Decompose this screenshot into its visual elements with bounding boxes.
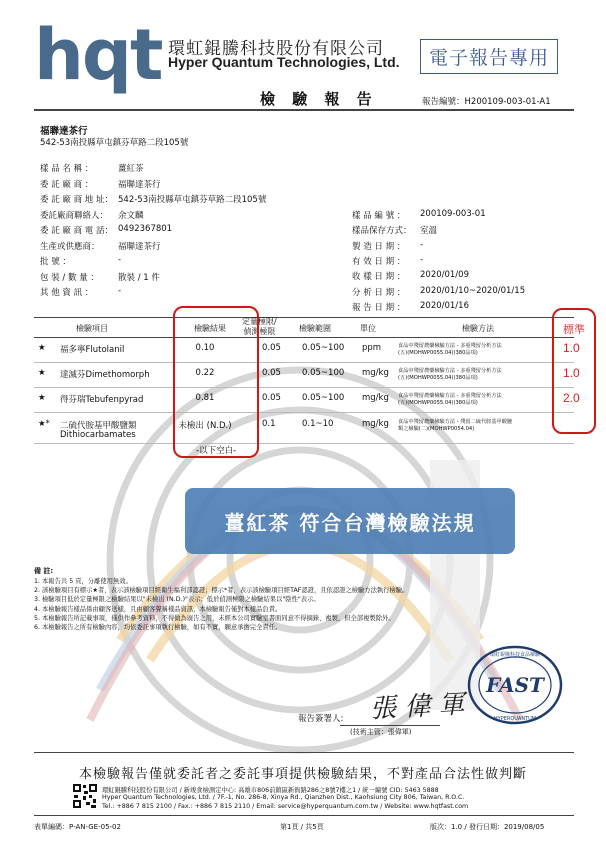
row-mark: ★ [38, 343, 46, 353]
row-method: 食品中殘留農藥檢驗方法 - 多重殘留分析方法 [398, 368, 502, 374]
row-item-name: 二硫代胺基甲酸鹽類 [60, 421, 137, 431]
field-label: 委 託 廠 商 地 址： [40, 195, 114, 205]
row-lod: 0.1 [262, 419, 276, 429]
field-value: 福聯達茶行 [118, 241, 161, 252]
field-label: 委託廠商聯絡人： [40, 210, 109, 221]
result-highlight-box [173, 306, 259, 458]
company-name-en: Hyper Quantum Technologies, Ltd. [168, 54, 400, 70]
field-value: 散裝 / 1 件 [118, 272, 160, 283]
col-header-item: 檢驗項目 [76, 324, 108, 333]
row-item-name-en: Dithiocarbamates [60, 430, 136, 440]
row-item-name: 福多寧Flutolanil [60, 345, 125, 355]
note-line: 2. 該檢驗項目有標示★者，表示該檢驗項目經衛生福利部認證；標示*者，表示該檢驗項目經TAF認證，且依認證之檢驗方法執行檢驗。 [34, 587, 409, 595]
row-result: 0.81 [195, 393, 215, 403]
row-mark: ★ [38, 368, 46, 378]
signature-line [340, 725, 440, 726]
field-label: 生產或供應商： [40, 241, 100, 252]
handwritten-signature: 張 偉 軍 [369, 689, 466, 725]
row-unit: ppm [362, 343, 382, 353]
row-method-code: 類之檢驗(二)(MOHWP0054.04) [398, 426, 475, 432]
col-header-lod: 定量極限/ 偵測極限 [242, 317, 277, 336]
blank-below-marker: -以下空白- [196, 446, 237, 456]
field-value: 0492367801 [118, 224, 173, 234]
note-line: 1. 本報告共 5 頁，分離使用無效。 [34, 578, 132, 585]
row-method-code: (五)(MOHWP0055.04)(380品項) [398, 400, 478, 406]
row-mark: ★* [38, 419, 50, 429]
field-label-right: 製 造 日 期 ： [352, 241, 406, 252]
report-title: 檢 驗 報 告 [260, 90, 378, 108]
field-value: - [118, 255, 122, 265]
row-method: 食品中殘留農藥檢驗方法 - 多重殘留分析方法 [398, 393, 502, 399]
row-method-code: (五)(MOHWP0055.04)(380品項) [398, 350, 478, 356]
hqt-logo [34, 14, 162, 96]
note-line: 3. 檢驗項目低於定量極限之檢驗結果以"未檢出 (N.D.)"表示；低於偵測極限之檢驗結果以"陰性"表示。 [34, 596, 320, 604]
field-label-right: 收 樣 日 期 ： [352, 272, 406, 283]
seal-word: FAST [486, 673, 544, 697]
standard-highlight-box [552, 308, 596, 434]
row-method: 食品中殘留農藥檢驗方法 - 多重殘留分析方法 [398, 343, 502, 349]
field-label: 樣 品 名 稱 ： [40, 164, 94, 174]
table-top-line [34, 317, 574, 318]
field-label: 包 裝 / 數 量 ： [40, 272, 99, 283]
col-header-unit: 單位 [360, 324, 376, 333]
row-result: 未檢出 (N.D.) [178, 421, 232, 431]
field-label-right: 報 告 日 期 ： [352, 302, 406, 313]
row-unit: mg/kg [362, 393, 389, 403]
notes-title: 備 註: [34, 567, 54, 575]
row-result: 0.10 [195, 343, 215, 353]
footer-address-en: Hyper Quantum Technologies, Ltd. / 7F.-1, No. 286-8, Xinya Rd., Qianzhen Dist., Kaohsiung City 806, Taiwan, R.O.C. [102, 794, 465, 801]
form-number: 表單編碼：P-AN-GE-05-02 [34, 823, 121, 831]
col-header-method: 檢驗方法 [462, 324, 494, 333]
footer-bottom-line [34, 815, 574, 816]
row-method-code: (五)(MOHWP0055.04)(380品項) [398, 375, 478, 381]
field-label: 委 託 廠 商 電 話： [40, 226, 114, 236]
field-value: 余文麟 [118, 210, 144, 221]
row-lod: 0.05 [262, 393, 281, 403]
field-label-right: 樣 品 編 號 ： [352, 211, 406, 221]
fast-seal [465, 640, 565, 730]
footer-contact: Tel.: +886 7 815 2100 / Fax.: +886 7 815 2110 / Email: service@hyperquantum.com.tw / Website: www.hqtfast.com [102, 803, 469, 810]
field-value-right: - [420, 239, 424, 250]
note-line: 4. 本檢驗報告樣品係由顧客送樣，且由顧客聲稱樣品資訊，本檢驗報告僅對本樣品負責。 [34, 605, 282, 613]
field-label: 委 託 廠 商 ： [40, 179, 94, 190]
row-result: 0.22 [195, 368, 215, 378]
row-lod: 0.05 [262, 343, 281, 353]
field-value-right: 2020/01/16 [420, 300, 469, 311]
field-label-right: 樣品保存方式： [352, 226, 412, 237]
row-mark: ★ [38, 393, 46, 403]
client-address: 542-53南投縣草屯鎮芬草路二段105號 [40, 138, 189, 148]
company-name-cn: 環虹錕騰科技股份有限公司 [168, 39, 384, 59]
logo-text: hqt [34, 14, 162, 96]
row-divider [34, 387, 574, 388]
row-method: 食品中殘留農藥檢驗方法 - 殘留二硫代胺基甲酸鹽 [398, 419, 513, 425]
field-label-right: 有 效 日 期 ： [352, 256, 406, 267]
field-value-right: 室溫 [420, 226, 438, 237]
table-header-line [34, 337, 574, 338]
electronic-report-stamp: 電子報告專用 [420, 39, 558, 74]
col-header-standard: 標準 [563, 324, 585, 336]
note-line: 6. 本檢驗報告之所有檢驗內容，均依委託事項執行檢驗，如有不實，願意承擔完全責任。 [34, 624, 282, 631]
compliance-banner: 薑紅茶 符合台灣檢驗法規 [185, 488, 515, 554]
version-info: 版次：1.0 / 發行日期：2019/08/05 [430, 823, 545, 831]
row-unit: mg/kg [362, 368, 389, 378]
client-name: 福聯達茶行 [40, 126, 88, 137]
field-value-right: 2020/01/09 [420, 270, 469, 281]
row-range: 0.1~10 [302, 419, 334, 429]
seal-ring-bottom: HYPERQUANTUM [493, 716, 537, 722]
report-number: 報告編號：H200109-003-01-A1 [422, 97, 551, 107]
field-value-right: - [420, 254, 424, 265]
field-value: - [118, 286, 122, 296]
signer-label: 報告簽署人: [298, 714, 344, 724]
field-label: 其 他 資 訊 ： [40, 288, 94, 298]
field-value: 福聯達茶行 [118, 179, 161, 190]
row-item-name: 達滅芬Dimethomorph [60, 370, 150, 380]
row-range: 0.05~100 [302, 368, 345, 378]
seal-ring-top: 環虹錕騰科技食品檢驗 [489, 652, 541, 658]
row-standard: 2.0 [563, 391, 580, 405]
row-divider [34, 412, 574, 413]
col-header-result: 檢驗結果 [194, 324, 226, 333]
header-divider [34, 109, 574, 111]
page-number: 第1頁 / 共5頁 [280, 823, 324, 831]
footer-divider [34, 752, 574, 753]
row-range: 0.05~100 [302, 343, 345, 353]
field-value-right: 200109-003-01 [420, 209, 486, 219]
footer-disclaimer: 本檢驗報告僅就委託者之委託事項提供檢驗結果，不對產品合法性做判斷 [78, 767, 527, 782]
field-value: 542-53南投縣草屯鎮芬草路二段105號 [118, 195, 267, 205]
row-standard: 1.0 [563, 341, 580, 355]
field-value-right: 2020/01/10~2020/01/15 [420, 285, 526, 296]
row-divider [34, 443, 574, 444]
row-unit: mg/kg [362, 419, 389, 429]
col-header-range: 檢驗範圍 [299, 324, 331, 333]
row-standard: 1.0 [563, 366, 580, 380]
note-line: 5. 本檢驗報告所記載事項，僅供作參考資料，不得做為廣告之用，未經本公司實驗室書面同意不得摘錄、複製，但全部複製除外。 [34, 614, 395, 622]
field-label-right: 分 析 日 期 ： [352, 287, 406, 298]
field-value: 薑紅茶 [118, 164, 144, 174]
footer-address-cn: 環虹錕騰科技股份有限公司 / 新竣食檢測定中心: 高雄市806前鎮區新衙路286之8號7樓之1 / 統一編號 CID: 5463 5888 [102, 787, 439, 794]
row-item-name: 得芬瑞Tebufenpyrad [60, 395, 144, 405]
row-range: 0.05~100 [302, 393, 345, 403]
field-label: 批 號 ： [40, 257, 71, 267]
qr-code-icon [72, 783, 98, 809]
row-lod: 0.05 [262, 368, 281, 378]
signer-role: (技術主管：張偉軍) [350, 728, 412, 736]
row-divider [34, 362, 574, 363]
